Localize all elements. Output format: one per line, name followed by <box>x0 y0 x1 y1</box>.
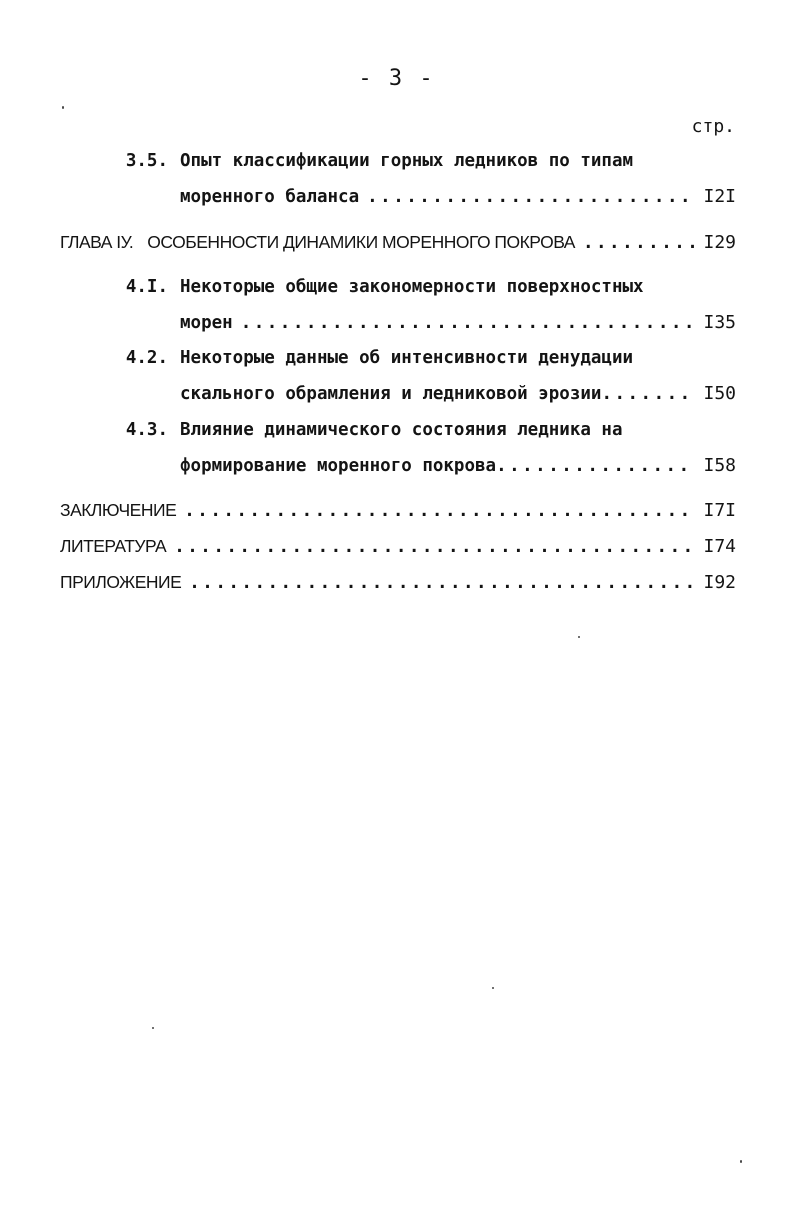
toc-page-4-1: I35 <box>703 312 736 333</box>
toc-entry-3-5-line2 <box>180 186 736 212</box>
toc-page-conclusion: I7I <box>703 500 736 521</box>
toc-entry-3-5-line1 <box>180 151 740 177</box>
toc-page-4-2: I50 <box>703 383 736 404</box>
page-column-label: стр. <box>691 116 735 137</box>
dot-leader <box>367 187 694 207</box>
dot-leader <box>496 456 694 476</box>
toc-entry-3-5-title: Опыт классификации горных ледников по типам <box>180 151 634 171</box>
toc-entry-conclusion <box>60 500 736 526</box>
dot-leader <box>601 384 694 404</box>
toc-entry-4-1-line2 <box>180 312 736 338</box>
toc-number-4-3: 4.3. <box>125 420 168 440</box>
toc-entry-appendix <box>60 572 736 598</box>
toc-number-3-5: 3.5. <box>125 151 168 171</box>
dot-leader <box>189 573 694 593</box>
toc-entry-chapter-4 <box>60 232 736 258</box>
toc-entry-4-3-line1 <box>180 420 740 446</box>
toc-entry-4-2-line2 <box>180 383 736 409</box>
page-number: - 3 - <box>358 66 435 91</box>
toc-page-literature: I74 <box>703 536 736 557</box>
toc-entry-4-2-title: Некоторые данные об интенсивности денудации <box>180 348 634 368</box>
toc-page-3-5: I2I <box>703 186 736 207</box>
toc-page-4-3: I58 <box>703 455 736 476</box>
literature-label: ЛИТЕРАТУРА <box>60 536 167 556</box>
toc-entry-4-2-line1 <box>180 348 740 374</box>
scan-speck <box>492 987 494 989</box>
scan-speck <box>62 106 64 109</box>
toc-entry-4-3-title: Влияние динамического состояния ледника на <box>180 420 623 440</box>
toc-entry-4-2-title-cont: скального обрамления и ледниковой эрозии <box>180 384 602 404</box>
appendix-label: ПРИЛОЖЕНИЕ <box>60 572 182 592</box>
scan-speck <box>152 1027 154 1029</box>
toc-entry-4-1-title-cont: морен <box>180 313 233 333</box>
toc-entry-4-3-line2 <box>180 455 736 481</box>
dot-leader <box>583 233 694 253</box>
toc-number-4-2: 4.2. <box>125 348 168 368</box>
toc-page-chapter-4: I29 <box>703 232 736 253</box>
scan-speck <box>740 1160 742 1163</box>
chapter-label: ГЛАВА IУ. <box>60 232 134 252</box>
scan-speck <box>578 636 580 638</box>
toc-number-4-1: 4.I. <box>125 277 168 297</box>
toc-entry-4-3-title-cont: формирование моренного покрова <box>180 456 497 476</box>
toc-page-appendix: I92 <box>703 572 736 593</box>
toc-entry-4-1-title: Некоторые общие закономерности поверхностных <box>180 277 644 297</box>
dot-leader <box>241 313 694 333</box>
toc-entry-literature <box>60 536 736 562</box>
conclusion-label: ЗАКЛЮЧЕНИЕ <box>60 500 177 520</box>
toc-entry-4-1-line1 <box>180 277 740 303</box>
dot-leader <box>174 537 694 557</box>
dot-leader <box>184 501 694 521</box>
chapter-title: ОСОБЕННОСТИ ДИНАМИКИ МОРЕННОГО ПОКРОВА <box>147 232 575 252</box>
toc-entry-3-5-title-cont: моренного баланса <box>180 187 360 207</box>
